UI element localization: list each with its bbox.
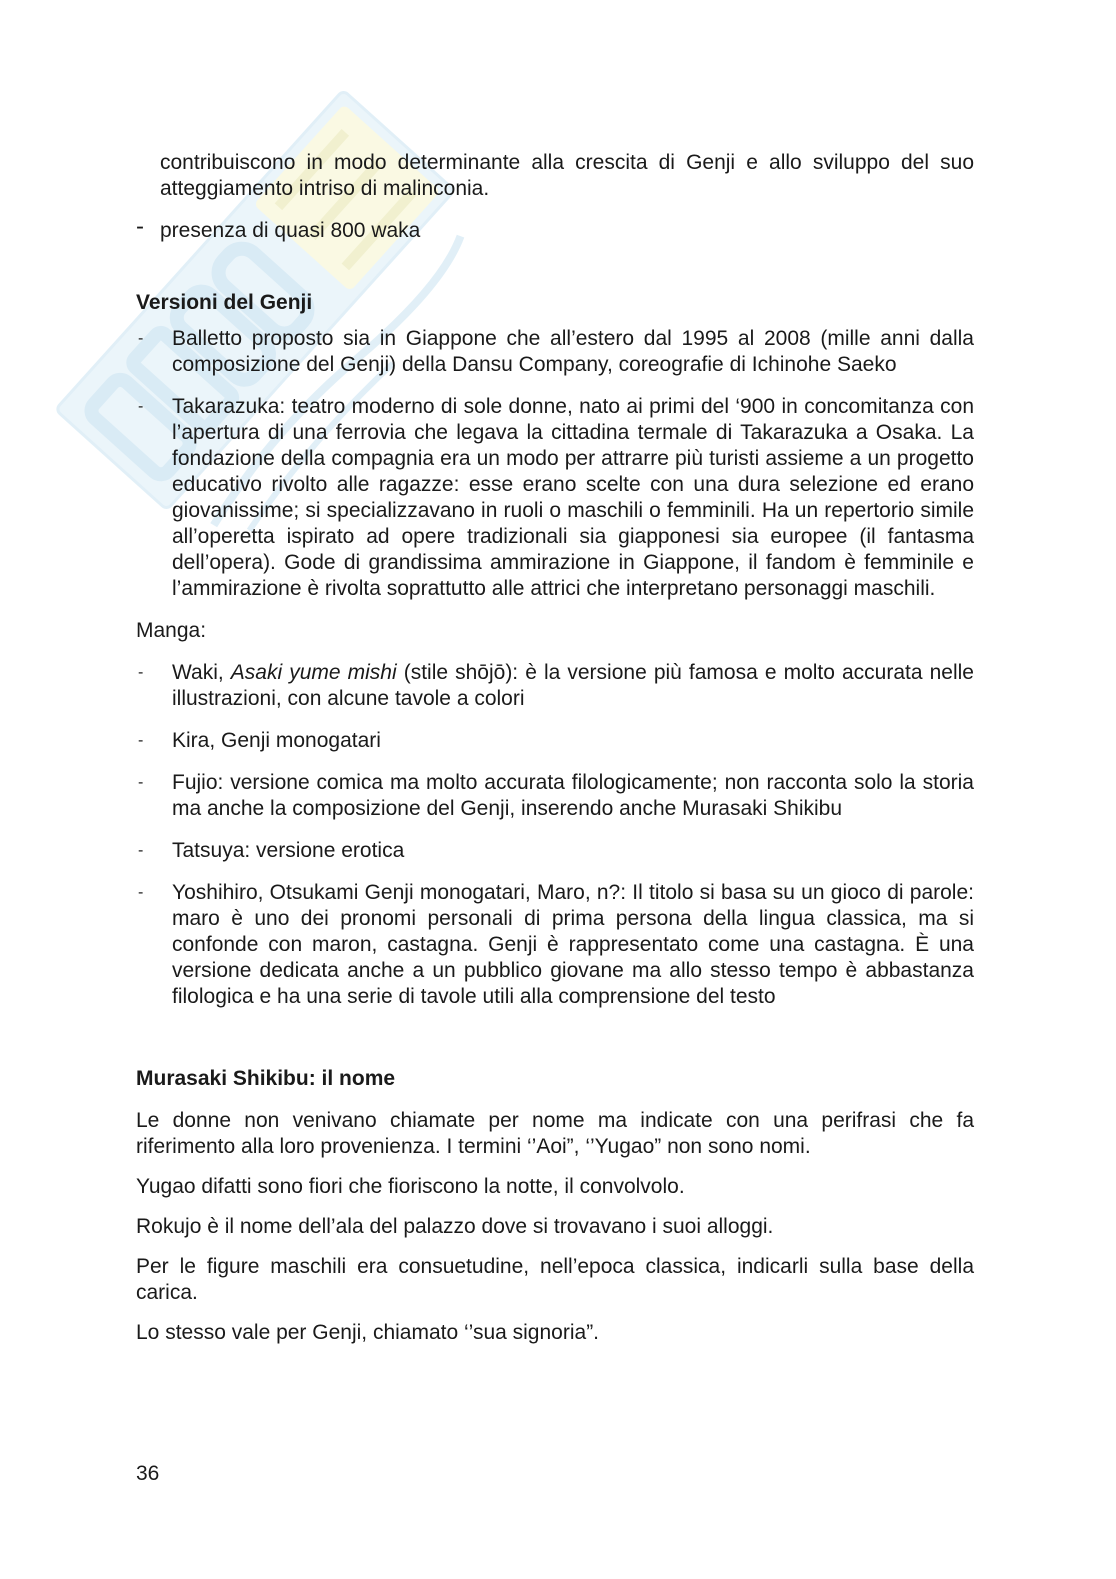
waka-item-text: presenza di quasi 800 waka <box>160 219 421 242</box>
name-paragraph: Rokujo è il nome dell’ala del palazzo dove si trovavano i suoi alloggi. <box>136 1215 774 1238</box>
version-item-ballet <box>136 326 974 378</box>
versions-heading: Versioni del Genji <box>136 291 313 314</box>
list-bullet: - <box>138 664 144 681</box>
manga-item-tatsuya <box>136 838 974 864</box>
list-bullet: - <box>138 842 144 859</box>
continuation-text: contribuiscono in modo determinante alla crescita di Genji e allo sviluppo del suo atteggiamento intriso di malinconia. <box>160 151 974 200</box>
manga-item-text: Yoshihiro, Otsukami Genji monogatari, Maro, n?: Il titolo si basa su un gioco di parole: maro è uno dei pronomi personali di prima persona della lingua classica, ma si confonde con maron, castagna. Genji è rappresentato come una castagna. È una versione dedicata anche a un pubblico giovane ma allo stesso tempo è abbastanza filologica e ha una serie di tavole utili alla comprensione del testo <box>172 881 974 1008</box>
manga-item-fujio <box>136 770 974 822</box>
manga-label: Manga: <box>136 619 207 642</box>
list-bullet: - <box>138 732 144 749</box>
document-body <box>136 150 974 1346</box>
manga-item-text-after: (stile shōjō): è la versione più famosa e molto accurata nelle illustrazioni, con alcune tavole a colori <box>172 661 974 710</box>
name-section-heading: Murasaki Shikibu: il nome <box>136 1067 396 1090</box>
page-number: 36 <box>136 1462 160 1485</box>
manga-item-title: Asaki yume mishi <box>230 661 397 684</box>
manga-item-text: Tatsuya: versione erotica <box>172 839 405 862</box>
list-bullet: - <box>138 884 144 901</box>
manga-item-yoshihiro <box>136 880 974 1010</box>
dash-bullet: - <box>136 213 144 240</box>
manga-item-text: Fujio: versione comica ma molto accurata filologicamente; non racconta solo la storia ma anche la composizione del Genji, inserendo anche Murasaki Shikibu <box>172 771 974 820</box>
name-paragraph: Per le figure maschili era consuetudine, nell’epoca classica, indicarli sulla base della carica. <box>136 1255 974 1304</box>
name-paragraph: Lo stesso vale per Genji, chiamato ‘’sua signoria”. <box>136 1321 600 1344</box>
name-paragraph: Le donne non venivano chiamate per nome ma indicate con una perifrasi che fa riferimento alla loro provenienza. I termini ‘’Aoi”, ‘’Yugao” non sono nomi. <box>136 1109 974 1158</box>
manga-item-kira <box>136 728 974 754</box>
manga-item-text: Kira, Genji monogatari <box>172 729 381 752</box>
manga-item-text-before: Waki, <box>172 661 231 684</box>
version-item-takarazuka <box>136 394 974 602</box>
waka-item <box>136 213 974 244</box>
name-paragraph: Yugao difatti sono fiori che fioriscono la notte, il convolvolo. <box>136 1175 685 1198</box>
list-bullet: - <box>138 330 144 347</box>
list-bullet: - <box>138 774 144 791</box>
list-bullet: - <box>138 398 144 415</box>
version-item-text: Balletto proposto sia in Giappone che all’estero dal 1995 al 2008 (mille anni dalla composizione del Genji) della Dansu Company, coreografie di Ichinohe Saeko <box>172 327 974 376</box>
manga-item-waki <box>136 660 974 712</box>
version-item-text: Takarazuka: teatro moderno di sole donne, nato ai primi del ‘900 in concomitanza con l’apertura di una ferrovia che legava la cittadina termale di Takarazuka a Osaka. La fondazione della compagnia era un modo per attrarre più turisti assieme a un progetto educativo rivolto alle ragazze: esse erano scelte con una dura selezione ed erano giovanissime; si specializzavano in ruoli o maschili o femminili. Ha un repertorio simile all’operetta ispirato ad opere tradizionali sia giapponesi sia europee (il fantasma dell’opera). Gode di grandissima ammirazione in Giappone, il fandom è femminile e l’ammirazione è rivolta soprattutto alle attrici che interpretano personaggi maschili. <box>172 395 974 600</box>
